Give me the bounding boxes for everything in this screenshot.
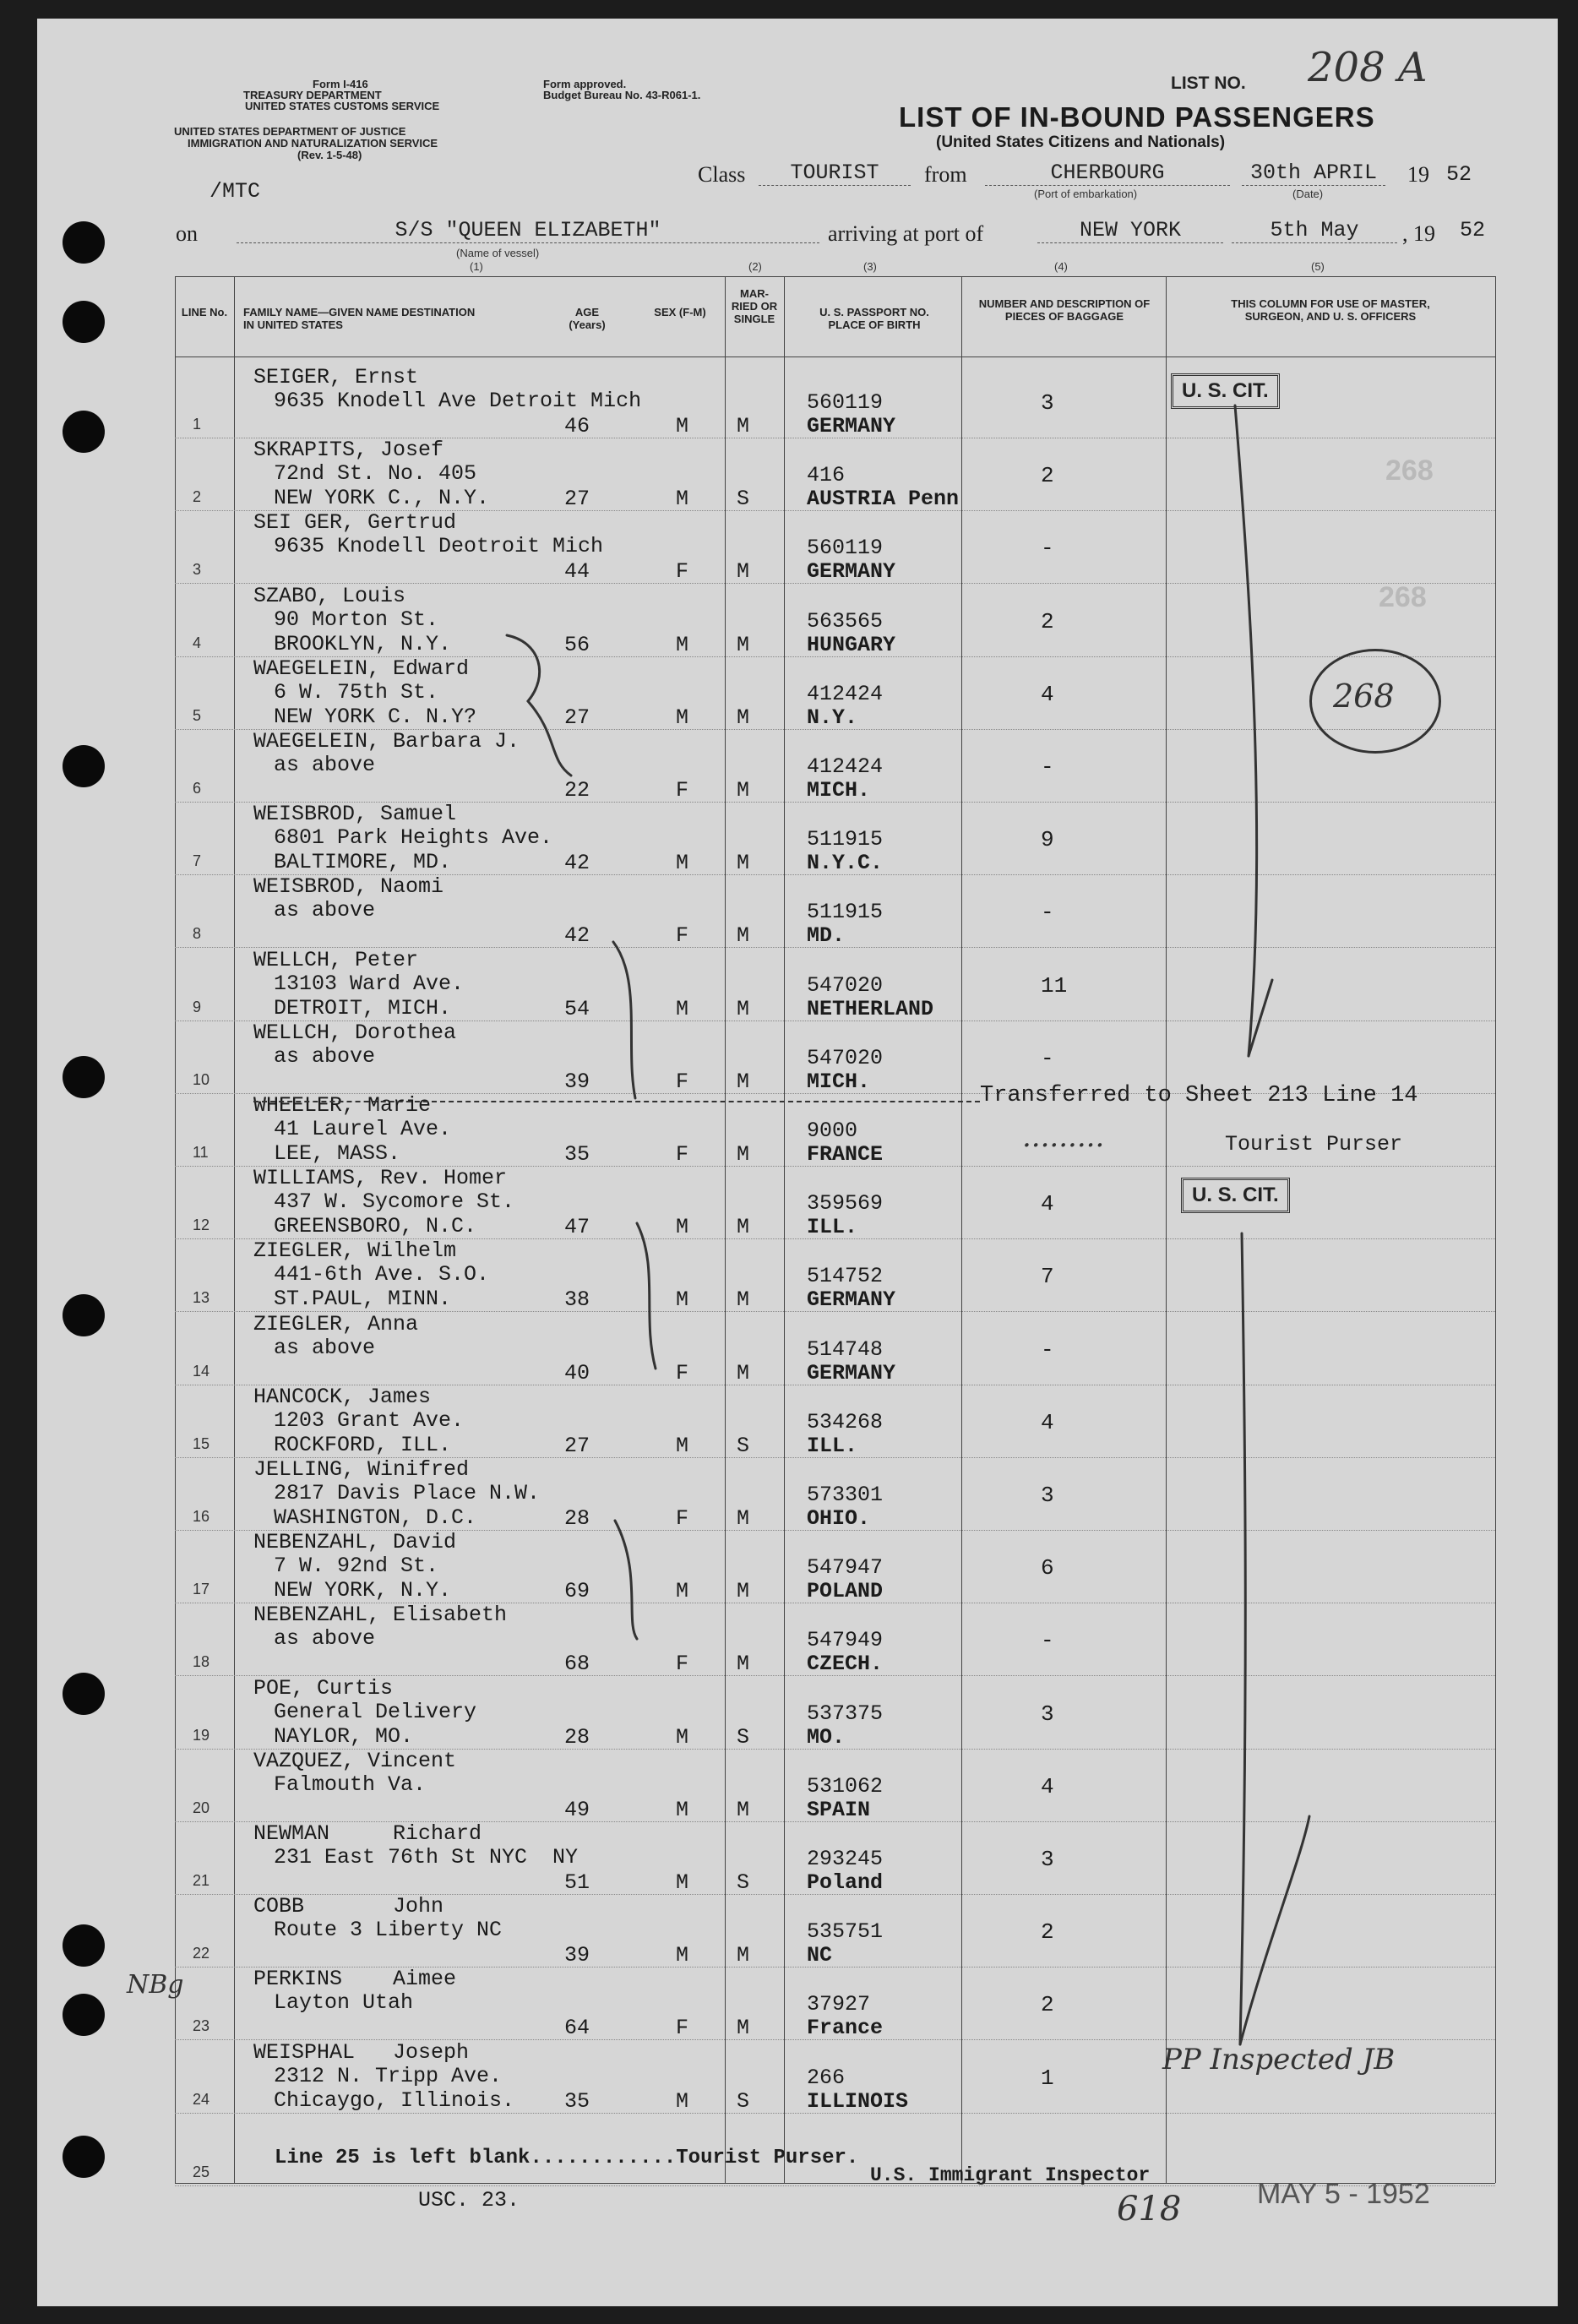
line-number: 10	[193, 1071, 210, 1088]
passenger-address: Falmouth Va.	[274, 1772, 427, 1797]
passenger-row	[0, 1603, 1578, 1675]
passenger-row	[0, 1457, 1578, 1530]
baggage-count: 3	[1041, 1847, 1054, 1872]
header-married: MAR-RIED OR SINGLE	[731, 287, 778, 325]
passenger-marital: M	[737, 633, 750, 657]
passenger-name: COBB John	[253, 1894, 444, 1919]
passenger-marital: M	[737, 1652, 750, 1676]
passenger-marital: M	[737, 1943, 750, 1968]
passport-number: 359569	[807, 1191, 884, 1216]
passport-number: 547949	[807, 1628, 884, 1652]
passenger-name: WILLIAMS, Rev. Homer	[253, 1166, 508, 1190]
passenger-age: 35	[564, 1142, 590, 1167]
baggage-count: 2	[1041, 1919, 1054, 1945]
baggage-count: 3	[1041, 1701, 1054, 1727]
passenger-address: 90 Morton St. BROOKLYN, N.Y.	[274, 607, 452, 656]
margin-note: NBg	[127, 1970, 184, 2000]
budget-bureau: Budget Bureau No. 43-R061-1.	[543, 89, 701, 101]
baggage-count: 1	[1041, 2065, 1054, 2091]
place-of-birth: AUSTRIA Penn	[807, 487, 960, 511]
passport-number: 266	[807, 2065, 846, 2090]
arriving-label: arriving at port of	[828, 221, 984, 246]
table-top-rule	[175, 276, 1495, 277]
col-number-2: (2)	[748, 260, 762, 273]
passenger-name: VAZQUEZ, Vincent	[253, 1749, 457, 1773]
line-number: 19	[193, 1727, 210, 1744]
baggage-count: 2	[1041, 1992, 1054, 2017]
passport-number: 535751	[807, 1919, 884, 1944]
passenger-marital: M	[737, 1142, 750, 1167]
embark-date: 30th APRIL	[1242, 161, 1385, 186]
passenger-age: 27	[564, 487, 590, 511]
passenger-sex: M	[676, 414, 689, 438]
baggage-count: 4	[1041, 1191, 1054, 1216]
passenger-sex: M	[676, 1725, 689, 1750]
tourist-purser-note: Tourist Purser	[1225, 1132, 1403, 1157]
passenger-marital: M	[737, 778, 750, 803]
place-of-birth: MD.	[807, 923, 846, 948]
passenger-age: 22	[564, 778, 590, 803]
passenger-name: WAEGELEIN, Edward	[253, 656, 470, 681]
transfer-dashed-line	[253, 1101, 980, 1102]
passenger-address: as above	[274, 1044, 376, 1069]
header-passport: U. S. PASSPORT NO. PLACE OF BIRTH	[819, 306, 929, 331]
passenger-row	[0, 365, 1578, 438]
passenger-sex: M	[676, 2089, 689, 2114]
place-of-birth: ILL.	[807, 1215, 858, 1239]
passenger-name: WAEGELEIN, Barbara J.	[253, 729, 520, 754]
passenger-sex: F	[676, 559, 689, 584]
line-number: 6	[193, 780, 202, 797]
passenger-row	[0, 1894, 1578, 1967]
header-sex: SEX (F-M)	[654, 306, 706, 318]
baggage-count: 11	[1041, 973, 1068, 999]
passenger-address: as above	[274, 1626, 376, 1651]
blank-line-note: Line 25 is left blank............Tourist Purser.	[275, 2147, 859, 2169]
place-of-birth: NC	[807, 1943, 833, 1968]
place-of-birth: NETHERLAND	[807, 997, 934, 1021]
passenger-age: 49	[564, 1798, 590, 1822]
arrival-date: 5th May	[1232, 218, 1397, 243]
us-citizen-stamp: U. S. CIT.	[1171, 373, 1280, 409]
passport-number: 514748	[807, 1337, 884, 1362]
passenger-name: WELLCH, Dorothea	[253, 1020, 457, 1045]
passport-number: 547020	[807, 973, 884, 998]
passenger-name: WELLCH, Peter	[253, 948, 419, 972]
passenger-name: SZABO, Louis	[253, 584, 406, 608]
line-number: 16	[193, 1508, 210, 1525]
passenger-age: 51	[564, 1870, 590, 1895]
passenger-name: SKRAPITS, Josef	[253, 438, 444, 462]
passport-number: 412424	[807, 754, 884, 779]
passenger-row	[0, 1676, 1578, 1749]
baggage-count: -	[1041, 900, 1054, 925]
list-no-label: LIST NO.	[1171, 73, 1246, 93]
header-age: AGE (Years)	[569, 306, 606, 331]
purser-initials: .........	[1022, 1120, 1105, 1154]
passenger-address: 2817 Davis Place N.W. WASHINGTON, D.C.	[274, 1481, 541, 1530]
passenger-age: 35	[564, 2089, 590, 2114]
line-number: 15	[193, 1435, 210, 1452]
place-of-birth: ILLINOIS	[807, 2089, 909, 2114]
passenger-marital: S	[737, 1725, 750, 1750]
list-no-value: 208 A	[1308, 44, 1428, 91]
passenger-marital: M	[737, 997, 750, 1021]
line-number: 13	[193, 1289, 210, 1306]
passenger-sex: F	[676, 1361, 689, 1385]
line-number: 21	[193, 1872, 210, 1889]
passenger-age: 27	[564, 1434, 590, 1458]
line-number: 2	[193, 488, 202, 505]
passport-number: 37927	[807, 1992, 871, 2016]
passenger-address: 6801 Park Heights Ave. BALTIMORE, MD.	[274, 825, 553, 874]
passenger-marital: M	[737, 1069, 750, 1094]
passenger-marital: M	[737, 705, 750, 730]
passenger-sex: M	[676, 1434, 689, 1458]
passenger-sex: M	[676, 705, 689, 730]
place-of-birth: GERMANY	[807, 559, 896, 584]
passenger-name: ZIEGLER, Wilhelm	[253, 1238, 457, 1263]
on-label: on	[176, 221, 198, 246]
passenger-age: 42	[564, 923, 590, 948]
line-number: 3	[193, 561, 202, 578]
passenger-address: as above	[274, 753, 376, 777]
passenger-marital: M	[737, 1506, 750, 1531]
passenger-age: 28	[564, 1506, 590, 1531]
passenger-row	[0, 1967, 1578, 2039]
passenger-age: 46	[564, 414, 590, 438]
passenger-sex: F	[676, 1069, 689, 1094]
passenger-marital: M	[737, 1215, 750, 1239]
line-number: 14	[193, 1363, 210, 1380]
vessel-col-number: (1)	[470, 260, 483, 273]
year2: 52	[1460, 218, 1486, 242]
passenger-marital: S	[737, 2089, 750, 2114]
line-number: 9	[193, 999, 202, 1015]
passenger-address: 72nd St. No. 405 NEW YORK C., N.Y.	[274, 461, 490, 510]
passenger-name: WEISBROD, Samuel	[253, 802, 457, 826]
col-number-5: (5)	[1311, 260, 1325, 273]
bleed-through-number: 268	[1379, 581, 1427, 613]
passenger-marital: S	[737, 1870, 750, 1895]
passenger-age: 54	[564, 997, 590, 1021]
line-number: 11	[193, 1144, 209, 1161]
year2-prefix: , 19	[1402, 221, 1435, 246]
punch-hole	[63, 301, 105, 343]
year1-prefix: 19	[1407, 162, 1429, 187]
passenger-sex: F	[676, 923, 689, 948]
place-of-birth: HUNGARY	[807, 633, 896, 657]
line-number: 25	[193, 2163, 210, 2180]
passenger-age: 28	[564, 1725, 590, 1750]
passenger-address: 9635 Knodell Deotroit Mich	[274, 534, 604, 558]
passport-number: 511915	[807, 827, 884, 852]
passenger-address: 13103 Ward Ave. DETROIT, MICH.	[274, 972, 465, 1020]
passenger-address: Layton Utah	[274, 1990, 414, 2015]
header-officers: THIS COLUMN FOR USE OF MASTER, SURGEON, AND U. S. OFFICERS	[1231, 297, 1430, 323]
passenger-address: 1203 Grant Ave. ROCKFORD, ILL.	[274, 1408, 465, 1457]
year1: 52	[1446, 162, 1472, 187]
passenger-sex: M	[676, 851, 689, 875]
treasury-dept: TREASURY DEPARTMENT	[243, 89, 382, 101]
passenger-address: 7 W. 92nd St. NEW YORK, N.Y.	[274, 1554, 452, 1603]
page-subtitle: (United States Citizens and Nationals)	[936, 133, 1226, 151]
passenger-row	[0, 874, 1578, 947]
passenger-row	[0, 1312, 1578, 1385]
passport-number: 534268	[807, 1410, 884, 1434]
handwritten-signature: PP Inspected JB	[1162, 2043, 1396, 2076]
baggage-count: 4	[1041, 682, 1054, 707]
us-citizen-stamp: U. S. CIT.	[1181, 1178, 1290, 1213]
class-value: TOURIST	[759, 161, 911, 186]
passenger-age: 39	[564, 1069, 590, 1094]
passenger-marital: M	[737, 1361, 750, 1385]
line-number: 1	[193, 416, 202, 433]
passenger-name: PERKINS Aimee	[253, 1967, 457, 1991]
passenger-name: WHEELER, Marie	[253, 1093, 432, 1118]
line-number: 18	[193, 1653, 210, 1670]
passenger-address: Route 3 Liberty NC	[274, 1918, 503, 1942]
passenger-row	[0, 2113, 1578, 2185]
passenger-sex: M	[676, 1943, 689, 1968]
passenger-age: 64	[564, 2016, 590, 2040]
passenger-name: SEIGER, Ernst	[253, 365, 419, 389]
place-of-birth: MICH.	[807, 1069, 871, 1094]
passenger-age: 38	[564, 1287, 590, 1312]
header-baggage: NUMBER AND DESCRIPTION OF PIECES OF BAGGAGE	[978, 297, 1151, 323]
passenger-marital: M	[737, 923, 750, 948]
passenger-row	[0, 510, 1578, 583]
passport-number: 531062	[807, 1774, 884, 1799]
place-of-birth: SPAIN	[807, 1798, 871, 1822]
passport-number: 547947	[807, 1555, 884, 1580]
passport-number: 573301	[807, 1483, 884, 1507]
line-number: 5	[193, 707, 202, 724]
passenger-marital: M	[737, 2016, 750, 2040]
passenger-row	[0, 1821, 1578, 1894]
passenger-marital: S	[737, 1434, 750, 1458]
passenger-age: 39	[564, 1943, 590, 1968]
place-of-birth: OHIO.	[807, 1506, 871, 1531]
passenger-row	[0, 802, 1578, 874]
vessel-name: S/S "QUEEN ELIZABETH"	[237, 218, 819, 243]
passenger-sex: M	[676, 1287, 689, 1312]
baggage-count: 3	[1041, 390, 1054, 416]
usc-number: USC. 23.	[418, 2188, 520, 2212]
arrival-port: NEW YORK	[1037, 218, 1223, 243]
passenger-sex: M	[676, 633, 689, 657]
form-approved: Form approved.	[543, 78, 627, 90]
mtc-mark: /MTC	[209, 179, 261, 204]
ins-line: IMMIGRATION AND NATURALIZATION SERVICE	[188, 137, 438, 150]
passenger-row	[0, 1749, 1578, 1821]
table-header-rule	[175, 356, 1495, 357]
passenger-marital: M	[737, 851, 750, 875]
handwritten-number: 618	[1117, 2190, 1182, 2229]
passenger-address: 441-6th Ave. S.O. ST.PAUL, MINN.	[274, 1262, 490, 1311]
place-of-birth: ILL.	[807, 1434, 858, 1458]
from-label: from	[924, 162, 967, 187]
passport-number: 560119	[807, 536, 884, 560]
passenger-address: 41 Laurel Ave. LEE, MASS.	[274, 1117, 452, 1166]
header-line-no: LINE No.	[181, 306, 228, 318]
bleed-through-number: 268	[1385, 454, 1434, 487]
passenger-sex: F	[676, 1506, 689, 1531]
passport-number: 412424	[807, 682, 884, 706]
passport-number: 563565	[807, 609, 884, 634]
passenger-address: as above	[274, 898, 376, 923]
place-of-birth: MICH.	[807, 778, 871, 803]
passenger-sex: F	[676, 778, 689, 803]
passenger-address: as above	[274, 1336, 376, 1360]
line-number: 24	[193, 2091, 210, 2108]
date-stamp: MAY 5 - 1952	[1257, 2178, 1430, 2210]
baggage-count: -	[1041, 1628, 1054, 1653]
passenger-sex: M	[676, 487, 689, 511]
vessel-caption: (Name of vessel)	[456, 247, 540, 259]
passenger-address: General Delivery NAYLOR, MO.	[274, 1700, 477, 1749]
baggage-count: 4	[1041, 1774, 1054, 1799]
passenger-row	[0, 1530, 1578, 1603]
place-of-birth: N.Y.	[807, 705, 858, 730]
passenger-name: JELLING, Winifred	[253, 1457, 470, 1482]
passenger-row	[0, 438, 1578, 510]
passenger-age: 68	[564, 1652, 590, 1676]
baggage-count: 4	[1041, 1410, 1054, 1435]
baggage-count: -	[1041, 1337, 1054, 1363]
passenger-row	[0, 948, 1578, 1020]
passenger-marital: M	[737, 1287, 750, 1312]
class-label: Class	[698, 162, 746, 187]
place-of-birth: Poland	[807, 1870, 884, 1895]
passenger-name: POE, Curtis	[253, 1676, 394, 1701]
justice-dept: UNITED STATES DEPARTMENT OF JUSTICE	[174, 125, 406, 138]
place-of-birth: France	[807, 2016, 884, 2040]
place-of-birth: FRANCE	[807, 1142, 884, 1167]
passport-number: 293245	[807, 1847, 884, 1871]
form-id: Form I-416	[313, 78, 368, 90]
place-of-birth: GERMANY	[807, 1287, 896, 1312]
passenger-age: 56	[564, 633, 590, 657]
place-of-birth: GERMANY	[807, 414, 896, 438]
passport-number: 511915	[807, 900, 884, 924]
baggage-count: 2	[1041, 609, 1054, 634]
passenger-sex: M	[676, 1215, 689, 1239]
line-number: 4	[193, 634, 202, 651]
baggage-count: 7	[1041, 1264, 1054, 1289]
passenger-marital: M	[737, 414, 750, 438]
circled-number-text: 268	[1333, 678, 1395, 715]
passenger-row	[0, 1238, 1578, 1311]
inspector-label: U.S. Immigrant Inspector	[870, 2164, 1151, 2186]
passenger-name: WEISBROD, Naomi	[253, 874, 444, 899]
passenger-age: 44	[564, 559, 590, 584]
revision: (Rev. 1-5-48)	[297, 149, 362, 161]
passenger-address: 9635 Knodell Ave Detroit Mich	[274, 389, 642, 413]
col-number-3: (3)	[863, 260, 877, 273]
baggage-count: -	[1041, 536, 1054, 561]
passenger-row	[0, 1166, 1578, 1238]
line-number: 12	[193, 1216, 210, 1233]
passenger-sex: M	[676, 1579, 689, 1603]
baggage-count: 6	[1041, 1555, 1054, 1581]
passenger-age: 69	[564, 1579, 590, 1603]
passenger-name: HANCOCK, James	[253, 1385, 432, 1409]
passport-number: 9000	[807, 1118, 858, 1143]
passenger-name: SEI GER, Gertrud	[253, 510, 457, 535]
port-caption: (Port of embarkation)	[1034, 188, 1138, 200]
passport-number: 560119	[807, 390, 884, 415]
passenger-sex: F	[676, 1142, 689, 1167]
passenger-name: NEWMAN Richard	[253, 1821, 482, 1846]
baggage-count: 3	[1041, 1483, 1054, 1508]
passenger-address: 437 W. Sycomore St. GREENSBORO, N.C.	[274, 1189, 515, 1238]
passport-number: 537375	[807, 1701, 884, 1726]
passenger-address: 6 W. 75th St. NEW YORK C. N.Y?	[274, 680, 477, 729]
date-caption: (Date)	[1292, 188, 1324, 200]
passenger-age: 27	[564, 705, 590, 730]
passenger-marital: M	[737, 559, 750, 584]
passenger-name: ZIEGLER, Anna	[253, 1312, 419, 1336]
passenger-row	[0, 1385, 1578, 1457]
passport-number: 547020	[807, 1046, 884, 1070]
header-name: FAMILY NAME—GIVEN NAME DESTINATION IN UNITED STATES	[243, 306, 476, 331]
embark-port: CHERBOURG	[985, 161, 1230, 186]
baggage-count: 2	[1041, 463, 1054, 488]
col-number-4: (4)	[1054, 260, 1068, 273]
baggage-count: -	[1041, 1046, 1054, 1071]
place-of-birth: MO.	[807, 1725, 846, 1750]
baggage-count: 9	[1041, 827, 1054, 852]
passport-number: 514752	[807, 1264, 884, 1288]
passenger-address: 231 East 76th St NYC NY	[274, 1845, 579, 1870]
passenger-sex: M	[676, 1870, 689, 1895]
punch-hole	[63, 221, 105, 264]
place-of-birth: POLAND	[807, 1579, 884, 1603]
passenger-sex: M	[676, 997, 689, 1021]
passenger-age: 42	[564, 851, 590, 875]
passenger-age: 47	[564, 1215, 590, 1239]
line-number: 22	[193, 1945, 210, 1962]
passenger-name: NEBENZAHL, David	[253, 1530, 457, 1554]
customs-service: UNITED STATES CUSTOMS SERVICE	[245, 100, 440, 112]
passenger-address: 2312 N. Tripp Ave. Chicaygo, Illinois.	[274, 2064, 515, 2113]
place-of-birth: GERMANY	[807, 1361, 896, 1385]
passenger-sex: F	[676, 1652, 689, 1676]
passenger-name: WEISPHAL Joseph	[253, 2040, 470, 2065]
baggage-count: -	[1041, 754, 1054, 780]
passenger-name: NEBENZAHL, Elisabeth	[253, 1603, 508, 1627]
line-number: 8	[193, 925, 202, 942]
line-number: 23	[193, 2017, 210, 2034]
passenger-age: 40	[564, 1361, 590, 1385]
line-number: 7	[193, 852, 202, 869]
line-number: 20	[193, 1799, 210, 1816]
passenger-sex: F	[676, 2016, 689, 2040]
passenger-sex: M	[676, 1798, 689, 1822]
passenger-marital: M	[737, 1798, 750, 1822]
passenger-marital: S	[737, 487, 750, 511]
passenger-row	[0, 584, 1578, 656]
place-of-birth: CZECH.	[807, 1652, 884, 1676]
place-of-birth: N.Y.C.	[807, 851, 884, 875]
passenger-marital: M	[737, 1579, 750, 1603]
transfer-note: Transferred to Sheet 213 Line 14	[980, 1083, 1418, 1108]
page-title: LIST OF IN-BOUND PASSENGERS	[899, 101, 1375, 133]
passport-number: 416	[807, 463, 846, 487]
line-number: 17	[193, 1581, 210, 1597]
